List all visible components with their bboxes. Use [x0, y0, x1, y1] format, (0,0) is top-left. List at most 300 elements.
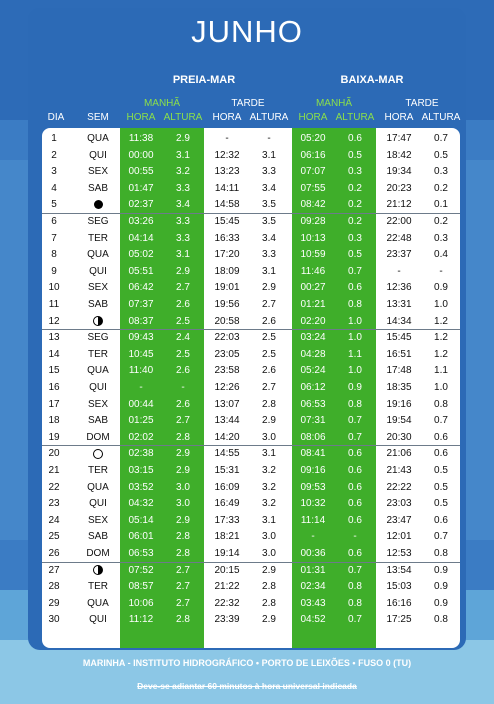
cell-sem: SEX [87, 514, 108, 526]
cell-baixa-tarde-altura: 1.1 [434, 365, 448, 377]
cell-preia-tarde-hora: 20:58 [214, 315, 240, 327]
cell-sem: QUA [87, 365, 109, 377]
cell-baixa-manha-altura: 0.8 [348, 299, 362, 310]
cell-baixa-manha-altura: 1.0 [348, 315, 362, 327]
cell-dia: 21 [48, 465, 60, 476]
cell-sem: QUA [87, 597, 109, 609]
cell-baixa-manha-altura: 0.8 [348, 597, 362, 609]
cell-baixa-manha-altura: 0.7 [348, 431, 362, 443]
cell-preia-manha-hora: 00:44 [128, 398, 154, 410]
cell-sem [76, 446, 120, 462]
cell-dia: 6 [51, 216, 57, 227]
cell-preia-manha-hora: 07:37 [128, 299, 154, 310]
table-row [42, 579, 460, 595]
cell-preia-manha-hora: 05:14 [128, 514, 154, 526]
cell-baixa-manha-hora: 07:07 [300, 166, 326, 178]
cell-dia: 8 [51, 249, 57, 261]
cell-preia-manha-hora: 02:38 [128, 448, 154, 460]
cell-preia-tarde-hora: 17:20 [214, 249, 240, 261]
cell-baixa-tarde-altura: 0.6 [434, 448, 448, 460]
cell-preia-manha-altura: 2.7 [176, 282, 190, 294]
table-row [42, 612, 460, 628]
cell-baixa-tarde-altura: 0.7 [434, 133, 448, 144]
cell-preia-manha-altura: 2.7 [176, 415, 190, 427]
cell-baixa-manha-hora: 00:36 [300, 548, 326, 559]
cell-baixa-manha-hora: 04:52 [300, 614, 326, 626]
cell-preia-manha-hora: - [139, 382, 143, 393]
cell-baixa-manha-altura: 0.3 [348, 232, 362, 244]
cell-baixa-manha-altura: 1.0 [348, 365, 362, 377]
cell-preia-manha-altura: 2.7 [176, 564, 190, 576]
cell-dia: 11 [48, 299, 60, 310]
cell-sem: QUI [89, 498, 107, 510]
cell-preia-tarde-altura: 2.7 [262, 299, 276, 310]
cell-sem [76, 197, 120, 213]
cell-baixa-manha-altura: 0.2 [348, 182, 362, 194]
cell-sem: QUA [87, 249, 109, 261]
cell-preia-tarde-hora: 14:20 [214, 431, 240, 443]
table-row [42, 463, 460, 479]
cell-preia-tarde-hora: 19:56 [214, 299, 240, 310]
cell-baixa-tarde-altura: 0.9 [434, 597, 448, 609]
cell-baixa-manha-hora: 05:24 [300, 365, 326, 377]
cell-dia: 5 [51, 199, 57, 211]
cell-preia-manha-hora: 10:06 [128, 597, 154, 609]
half-moon-icon [93, 565, 103, 575]
cell-baixa-manha-altura: 0.6 [348, 448, 362, 460]
table-row [42, 314, 460, 330]
cell-preia-manha-hora: 03:26 [128, 216, 154, 227]
cell-preia-tarde-hora: 17:33 [214, 514, 240, 526]
cell-preia-manha-altura: 3.0 [176, 481, 190, 493]
cell-preia-tarde-altura: 3.1 [262, 448, 276, 460]
cell-preia-tarde-altura: 3.3 [262, 166, 276, 178]
cell-preia-manha-altura: 3.4 [176, 199, 190, 211]
cell-preia-tarde-altura: 3.0 [262, 531, 276, 543]
cell-preia-manha-hora: 11:40 [128, 365, 154, 377]
cell-preia-manha-altura: 2.5 [176, 348, 190, 360]
cell-baixa-manha-altura: 0.9 [348, 382, 362, 393]
cell-baixa-tarde-altura: 0.7 [434, 415, 448, 427]
cell-preia-manha-hora: 00:55 [128, 166, 154, 178]
cell-dia: 22 [48, 481, 60, 493]
cell-baixa-manha-hora: 02:34 [300, 581, 326, 593]
cell-preia-manha-altura: 2.5 [176, 315, 190, 327]
cell-dia: 26 [48, 548, 60, 559]
cell-dia: 24 [48, 514, 60, 526]
table-row [42, 413, 460, 429]
cell-baixa-manha-hora: 05:20 [300, 133, 326, 144]
cell-preia-manha-hora: 09:43 [128, 332, 154, 344]
cell-preia-manha-altura: 2.9 [176, 465, 190, 476]
cell-baixa-tarde-altura: 0.5 [434, 149, 448, 161]
cell-preia-tarde-hora: 14:58 [214, 199, 240, 211]
baixa-mar-header: BAIXA-MAR [340, 74, 404, 86]
cell-baixa-tarde-hora: 22:00 [386, 216, 412, 227]
cell-dia: 9 [51, 265, 57, 277]
cell-dia: 17 [48, 398, 60, 410]
cell-baixa-tarde-hora: 13:54 [386, 564, 412, 576]
cell-baixa-manha-altura: - [353, 531, 357, 543]
cell-preia-manha-hora: 00:00 [128, 149, 154, 161]
cell-preia-manha-hora: 03:15 [128, 465, 154, 476]
cell-sem: SAB [87, 531, 108, 543]
cell-baixa-manha-hora: - [311, 531, 315, 543]
table-row [42, 214, 460, 230]
cell-sem: QUA [87, 133, 109, 144]
cell-preia-manha-hora: 06:42 [128, 282, 154, 294]
cell-baixa-manha-altura: 0.7 [348, 614, 362, 626]
preia-mar-header: PREIA-MAR [172, 74, 236, 86]
cell-preia-tarde-hora: 13:23 [214, 166, 240, 178]
col-bm-altura-header: ALTURA [335, 112, 375, 123]
cell-baixa-manha-altura: 0.7 [348, 564, 362, 576]
cell-preia-tarde-hora: 16:49 [214, 498, 240, 510]
cell-dia: 29 [48, 597, 60, 609]
cell-baixa-tarde-hora: 17:25 [386, 614, 412, 626]
cell-preia-tarde-altura: 3.2 [262, 481, 276, 493]
table-row [42, 363, 460, 379]
cell-preia-manha-altura: 3.3 [176, 232, 190, 244]
cell-baixa-manha-hora: 07:31 [300, 415, 326, 427]
cell-baixa-manha-altura: 0.8 [348, 581, 362, 593]
cell-preia-tarde-altura: 2.9 [262, 282, 276, 294]
cell-preia-manha-altura: 2.9 [176, 133, 190, 144]
cell-baixa-tarde-hora: 19:16 [386, 398, 412, 410]
cell-preia-tarde-hora: 14:55 [214, 448, 240, 460]
cell-baixa-manha-hora: 06:12 [300, 382, 326, 393]
table-row [42, 347, 460, 363]
cell-preia-manha-hora: 05:51 [128, 265, 154, 277]
cell-baixa-tarde-altura: 1.2 [434, 332, 448, 344]
cell-baixa-manha-altura: 0.6 [348, 514, 362, 526]
cell-preia-manha-altura: 2.8 [176, 614, 190, 626]
cell-preia-manha-hora: 06:01 [128, 531, 154, 543]
cell-baixa-tarde-altura: 0.9 [434, 564, 448, 576]
cell-baixa-tarde-hora: 12:36 [386, 282, 412, 294]
cell-sem: SAB [87, 415, 108, 427]
cell-preia-manha-altura: 2.9 [176, 448, 190, 460]
cell-preia-manha-altura: 2.7 [176, 597, 190, 609]
cell-preia-manha-hora: 02:02 [128, 431, 154, 443]
col-bm-hora-header: HORA [298, 112, 328, 123]
cell-preia-tarde-hora: 23:05 [214, 348, 240, 360]
cell-preia-manha-hora: 11:12 [128, 614, 154, 626]
cell-baixa-manha-altura: 0.7 [348, 265, 362, 277]
cell-baixa-tarde-altura: 1.2 [434, 315, 448, 327]
cell-preia-tarde-altura: 2.5 [262, 332, 276, 344]
cell-sem: DOM [86, 548, 110, 559]
cell-baixa-manha-hora: 09:16 [300, 465, 326, 476]
cell-sem: TER [88, 465, 108, 476]
cell-sem: QUI [89, 265, 107, 277]
cell-dia: 19 [48, 431, 60, 443]
cell-baixa-tarde-altura: 0.3 [434, 166, 448, 178]
cell-sem: SAB [87, 182, 108, 194]
cell-sem: SEG [87, 332, 109, 344]
cell-baixa-manha-hora: 03:24 [300, 332, 326, 344]
cell-baixa-tarde-altura: 0.8 [434, 614, 448, 626]
col-pt-hora-header: HORA [212, 112, 242, 123]
cell-baixa-manha-altura: 0.6 [348, 498, 362, 510]
cell-preia-manha-hora: 10:45 [128, 348, 154, 360]
cell-baixa-tarde-altura: 1.0 [434, 299, 448, 310]
cell-preia-tarde-altura: 3.3 [262, 249, 276, 261]
col-bt-altura-header: ALTURA [421, 112, 461, 123]
cell-baixa-manha-hora: 10:13 [300, 232, 326, 244]
table-row [42, 231, 460, 247]
full-moon-icon [93, 449, 103, 459]
table-row [42, 181, 460, 197]
table-row [42, 546, 460, 562]
cell-baixa-tarde-altura: 0.6 [434, 431, 448, 443]
cell-preia-tarde-altura: 2.9 [262, 564, 276, 576]
cell-preia-manha-altura: 3.3 [176, 216, 190, 227]
cell-baixa-tarde-hora: 19:54 [386, 415, 412, 427]
cell-dia: 3 [51, 166, 57, 178]
cell-baixa-manha-hora: 11:14 [300, 514, 326, 526]
cell-baixa-manha-hora: 08:06 [300, 431, 326, 443]
col-pt-altura-header: ALTURA [249, 112, 289, 123]
cell-preia-tarde-altura: 2.8 [262, 581, 276, 593]
cell-dia: 15 [48, 365, 60, 377]
col-pm-altura-header: ALTURA [163, 112, 203, 123]
page-title: JUNHO [191, 14, 303, 49]
cell-preia-tarde-altura: 2.8 [262, 597, 276, 609]
cell-baixa-tarde-altura: 0.6 [434, 514, 448, 526]
cell-dia: 23 [48, 498, 60, 510]
table-row [42, 380, 460, 396]
cell-dia: 28 [48, 581, 60, 593]
cell-baixa-tarde-hora: 22:48 [386, 232, 412, 244]
table-row [42, 397, 460, 413]
cell-baixa-manha-altura: 0.2 [348, 199, 362, 211]
cell-baixa-tarde-hora: 23:47 [386, 514, 412, 526]
col-dia-header: DIA [47, 112, 65, 123]
cell-preia-tarde-hora: 12:32 [214, 149, 240, 161]
cell-preia-tarde-altura: 3.1 [262, 149, 276, 161]
cell-baixa-tarde-hora: 12:53 [386, 548, 412, 559]
cell-baixa-tarde-altura: 0.5 [434, 498, 448, 510]
cell-preia-tarde-altura: 3.1 [262, 265, 276, 277]
cell-preia-manha-hora: 06:53 [128, 548, 154, 559]
cell-preia-manha-hora: 05:02 [128, 249, 154, 261]
cell-preia-manha-hora: 07:52 [128, 564, 154, 576]
cell-preia-manha-altura: 3.1 [176, 249, 190, 261]
cell-preia-manha-altura: 2.9 [176, 514, 190, 526]
table-row [42, 148, 460, 164]
cell-preia-tarde-hora: 19:14 [214, 548, 240, 559]
cell-dia: 10 [48, 282, 60, 294]
cell-baixa-tarde-hora: 20:30 [386, 431, 412, 443]
cell-preia-tarde-hora: 13:44 [214, 415, 240, 427]
cell-baixa-tarde-altura: - [439, 265, 443, 277]
cell-sem: QUI [89, 149, 107, 161]
cell-baixa-manha-hora: 06:53 [300, 398, 326, 410]
cell-preia-tarde-altura: 3.5 [262, 216, 276, 227]
cell-preia-tarde-altura: 2.6 [262, 365, 276, 377]
cell-baixa-tarde-hora: 14:34 [386, 315, 412, 327]
cell-baixa-tarde-altura: 0.7 [434, 531, 448, 543]
cell-preia-tarde-hora: 20:15 [214, 564, 240, 576]
table-row [42, 529, 460, 545]
cell-sem: DOM [86, 431, 110, 443]
new-moon-icon [94, 200, 103, 209]
cell-preia-manha-altura: 2.4 [176, 332, 190, 344]
cell-preia-tarde-hora: 13:07 [214, 398, 240, 410]
cell-dia: 1 [51, 133, 57, 144]
cell-baixa-manha-altura: 0.6 [348, 481, 362, 493]
cell-baixa-manha-altura: 0.5 [348, 249, 362, 261]
table-row [42, 446, 460, 462]
cell-baixa-tarde-hora: 22:22 [386, 481, 412, 493]
cell-preia-tarde-hora: 21:22 [214, 581, 240, 593]
cell-preia-manha-hora: 08:37 [128, 315, 154, 327]
cell-baixa-tarde-hora: 18:42 [386, 149, 412, 161]
cell-sem [76, 314, 120, 330]
cell-baixa-manha-hora: 09:28 [300, 216, 326, 227]
table-row [42, 513, 460, 529]
table-row [42, 480, 460, 496]
cell-baixa-tarde-altura: 0.2 [434, 182, 448, 194]
cell-preia-tarde-altura: 3.2 [262, 465, 276, 476]
cell-preia-tarde-hora: 16:33 [214, 232, 240, 244]
cell-preia-manha-hora: 04:32 [128, 498, 154, 510]
table-row [42, 596, 460, 612]
cell-baixa-manha-hora: 08:42 [300, 199, 326, 211]
table-row [42, 496, 460, 512]
cell-baixa-manha-altura: 1.0 [348, 332, 362, 344]
cell-baixa-manha-hora: 03:43 [300, 597, 326, 609]
footer-source: MARINHA - INSTITUTO HIDROGRÁFICO • PORTO DE LEIXÕES • FUSO 0 (TU) [82, 658, 412, 668]
cell-baixa-manha-hora: 01:31 [300, 564, 326, 576]
table-row [42, 430, 460, 446]
cell-baixa-manha-hora: 02:20 [300, 315, 326, 327]
cell-preia-tarde-hora: 12:26 [214, 382, 240, 393]
cell-baixa-manha-altura: 0.6 [348, 548, 362, 559]
cell-preia-tarde-altura: 2.9 [262, 415, 276, 427]
half-moon-icon [93, 316, 103, 326]
cell-preia-manha-altura: 2.7 [176, 581, 190, 593]
table-row [42, 297, 460, 313]
cell-dia: 18 [48, 415, 60, 427]
cell-preia-manha-altura: 3.2 [176, 166, 190, 178]
cell-baixa-tarde-hora: 21:06 [386, 448, 412, 460]
cell-baixa-tarde-hora: 15:03 [386, 581, 412, 593]
cell-baixa-manha-altura: 1.1 [348, 348, 362, 360]
cell-sem: TER [88, 232, 108, 244]
cell-preia-tarde-altura: 3.2 [262, 498, 276, 510]
cell-preia-tarde-hora: 19:01 [214, 282, 240, 294]
cell-preia-manha-altura: 2.6 [176, 365, 190, 377]
cell-preia-manha-altura: 2.6 [176, 398, 190, 410]
table-row [42, 563, 460, 579]
cell-dia: 7 [51, 232, 57, 244]
cell-baixa-manha-altura: 0.7 [348, 415, 362, 427]
cell-preia-manha-hora: 11:38 [128, 133, 154, 144]
cell-baixa-manha-altura: 0.6 [348, 282, 362, 294]
cell-dia: 14 [48, 348, 60, 360]
cell-baixa-manha-altura: 0.2 [348, 216, 362, 227]
cell-preia-tarde-altura: 3.5 [262, 199, 276, 211]
cell-preia-manha-hora: 08:57 [128, 581, 154, 593]
cell-preia-manha-hora: 04:14 [128, 232, 154, 244]
cell-baixa-manha-hora: 11:46 [300, 265, 326, 277]
cell-dia: 13 [48, 332, 60, 344]
cell-baixa-tarde-altura: 0.9 [434, 282, 448, 294]
col-sem-header: SEM [87, 112, 109, 123]
cell-preia-tarde-altura: 2.9 [262, 614, 276, 626]
cell-preia-tarde-altura: 3.0 [262, 431, 276, 443]
cell-baixa-tarde-hora: 17:47 [386, 133, 412, 144]
cell-preia-manha-hora: 02:37 [128, 199, 154, 211]
cell-baixa-manha-altura: 0.5 [348, 149, 362, 161]
cell-preia-tarde-hora: 22:32 [214, 597, 240, 609]
cell-preia-tarde-hora: - [225, 133, 229, 144]
cell-sem: SEX [87, 398, 108, 410]
cell-baixa-manha-hora: 07:55 [300, 182, 326, 194]
table-row [42, 264, 460, 280]
cell-baixa-tarde-hora: 21:43 [386, 465, 412, 476]
cell-dia: 27 [48, 564, 60, 576]
cell-preia-tarde-altura: - [267, 133, 271, 144]
cell-preia-manha-altura: 2.8 [176, 548, 190, 559]
preia-manha-label: MANHÃ [143, 98, 181, 109]
cell-baixa-tarde-hora: 21:12 [386, 199, 412, 211]
cell-preia-tarde-hora: 18:21 [214, 531, 240, 543]
cell-baixa-manha-hora: 08:41 [300, 448, 326, 460]
cell-baixa-tarde-altura: 1.0 [434, 382, 448, 393]
cell-baixa-tarde-hora: 15:45 [386, 332, 412, 344]
cell-preia-manha-hora: 01:47 [128, 182, 154, 194]
cell-preia-manha-altura: 2.8 [176, 431, 190, 443]
cell-baixa-tarde-hora: 23:37 [386, 249, 412, 261]
cell-preia-tarde-hora: 22:03 [214, 332, 240, 344]
table-row [42, 330, 460, 346]
cell-baixa-manha-hora: 04:28 [300, 348, 326, 360]
footer-note: Deve-se adiantar 60 minutos à hora universal indicada [137, 681, 357, 691]
table-row [42, 197, 460, 213]
cell-preia-manha-hora: 01:25 [128, 415, 154, 427]
cell-baixa-tarde-altura: 0.8 [434, 398, 448, 410]
cell-baixa-tarde-hora: 12:01 [386, 531, 412, 543]
cell-sem: QUA [87, 481, 109, 493]
cell-sem: SEG [87, 216, 109, 227]
cell-baixa-tarde-altura: 0.8 [434, 548, 448, 559]
cell-preia-tarde-altura: 3.1 [262, 514, 276, 526]
cell-baixa-tarde-hora: 16:51 [386, 348, 412, 360]
cell-baixa-tarde-altura: 1.2 [434, 348, 448, 360]
cell-preia-tarde-hora: 15:31 [214, 465, 240, 476]
cell-baixa-tarde-altura: 0.3 [434, 232, 448, 244]
cell-baixa-manha-hora: 01:21 [300, 299, 326, 310]
cell-baixa-tarde-altura: 0.5 [434, 481, 448, 493]
cell-preia-manha-altura: 3.0 [176, 498, 190, 510]
cell-baixa-tarde-altura: 0.4 [434, 249, 448, 261]
cell-baixa-tarde-hora: 13:31 [386, 299, 412, 310]
cell-preia-manha-altura: - [181, 382, 185, 393]
cell-preia-tarde-altura: 2.7 [262, 382, 276, 393]
cell-preia-tarde-hora: 23:39 [214, 614, 240, 626]
cell-sem: TER [88, 581, 108, 593]
cell-dia: 30 [48, 614, 60, 626]
cell-baixa-manha-altura: 0.8 [348, 398, 362, 410]
cell-preia-manha-altura: 2.9 [176, 265, 190, 277]
cell-baixa-tarde-hora: 20:23 [386, 182, 412, 194]
cell-preia-tarde-altura: 3.0 [262, 548, 276, 559]
baixa-tarde-label: TARDE [405, 98, 439, 109]
cell-dia: 2 [51, 149, 57, 161]
